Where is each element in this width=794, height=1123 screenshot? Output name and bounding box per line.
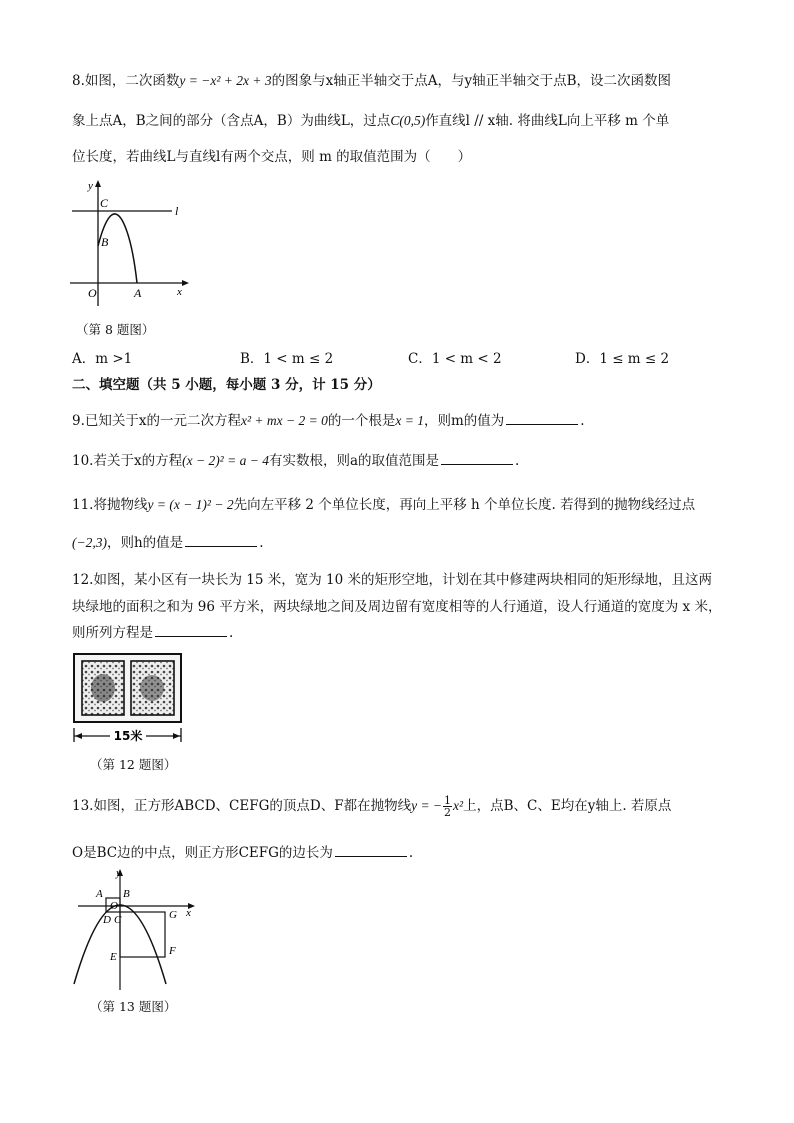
q8-label-a: A	[134, 286, 142, 300]
q13-label-e: E	[110, 951, 117, 963]
q13-caption: （第 13 题图）	[90, 999, 177, 1014]
q8-y-arrow	[95, 180, 101, 187]
q8-label-y: y	[88, 180, 93, 192]
q12-dim-arrow-right	[173, 733, 180, 739]
q8-line-1: 8.如图，二次函数y = −x² + 2x + 3的图象与x轴正半轴交于点A，与y轴正半轴交于点B，设二次函数图	[72, 73, 672, 89]
q13-label-a: A	[96, 888, 103, 900]
section-2-heading: 二、填空题（共 5 小题，每小题 3 分，计 15 分）	[72, 377, 381, 393]
q13-label-y: y	[116, 867, 121, 879]
q9-equation: x² + mx − 2 = 0	[241, 413, 328, 428]
q8-line-3: 位长度，若曲线L与直线l有两个交点，则 m 的取值范围为（ ）	[72, 149, 472, 165]
q13-answer-blank[interactable]	[335, 844, 407, 857]
q13-line-2: O是BC边的中点，则正方形CEFG的边长为 .	[72, 845, 414, 861]
q12-figure	[72, 652, 184, 744]
q8-x-arrow	[182, 280, 189, 286]
q12-plot-blot-right	[140, 675, 164, 701]
q8-label-b: B	[101, 235, 109, 249]
q13-square-cefg	[120, 912, 165, 957]
q8-option-a[interactable]: A．m >1	[72, 351, 133, 367]
q8-option-b[interactable]: B．1 < m ≤ 2	[240, 351, 334, 367]
q10-answer-blank[interactable]	[441, 452, 513, 465]
q13-label-x: x	[186, 907, 191, 919]
q12-dimension-label: 15米	[113, 729, 143, 743]
q11-answer-blank[interactable]	[185, 534, 257, 547]
q9-root: x = 1	[395, 413, 424, 428]
q8-option-c[interactable]: C．1 < m < 2	[408, 351, 502, 367]
q11-equation: y = (x − 1)² − 2	[147, 497, 234, 512]
q8-label-c: C	[100, 196, 109, 210]
q12-answer-blank[interactable]	[155, 624, 227, 637]
q13-figure	[70, 866, 200, 991]
q8-caption: （第 8 题图）	[76, 322, 155, 337]
q12-plot-blot-left	[91, 674, 115, 702]
q8-line-2: 象上点A，B之间的部分（含点A，B）为曲线L，过点C(0,5)作直线l // x轴. 将曲线L向上平移 m 个单	[72, 113, 670, 129]
q8-label-o: O	[88, 286, 97, 300]
q13-line-1: 13.如图，正方形ABCD、CEFG的顶点D、F都在抛物线y = − $\frac{1}{2}$ x²上，点B、C、E均在y轴上. 若原点	[72, 794, 672, 819]
q12-line-2: 块绿地的面积之和为 96 平方米，两块绿地之间及周边留有宽度相等的人行通道，设人行通道的宽度为 x 米，	[72, 599, 722, 615]
q11-point: (−2,3)	[72, 535, 107, 550]
q10-line: 10.若关于x的方程(x − 2)² = a − 4有实数根，则a的取值范围是 .	[72, 453, 520, 469]
q13-label-f: F	[169, 945, 176, 957]
q13-fraction: $\frac{1}{2}$	[444, 794, 452, 819]
q12-line-3: 则所列方程是 .	[72, 625, 234, 641]
q8-label-x: x	[177, 286, 182, 298]
q12-dim-arrow-left	[75, 733, 82, 739]
q12-caption: （第 12 题图）	[90, 757, 177, 772]
q10-equation: (x − 2)² = a − 4	[182, 453, 269, 468]
q8-option-d[interactable]: D．1 ≤ m ≤ 2	[575, 351, 670, 367]
q13-label-g: G	[169, 909, 177, 921]
q9-answer-blank[interactable]	[506, 412, 578, 425]
q13-label-c: C	[114, 914, 122, 926]
q8-equation: y = −x² + 2x + 3	[179, 73, 272, 88]
q8-label-l: l	[175, 204, 179, 218]
q12-line-1: 12.如图，某小区有一块长为 15 米，宽为 10 米的矩形空地，计划在其中修建两块相同的矩形绿地，且这两	[72, 572, 712, 588]
q11-line-2: (−2,3)，则h的值是 .	[72, 535, 264, 551]
q11-line-1: 11.将抛物线y = (x − 1)² − 2先向左平移 2 个单位长度，再向上平移 h 个单位长度. 若得到的抛物线经过点	[72, 497, 696, 513]
q13-label-b: B	[123, 888, 130, 900]
q8-figure	[68, 178, 193, 308]
q13-label-d: D	[103, 914, 111, 926]
q8-point-c: C(0,5)	[390, 113, 426, 128]
q13-label-o: O	[110, 900, 118, 912]
q9-line: 9.已知关于x的一元二次方程x² + mx − 2 = 0的一个根是x = 1，则m的值为 .	[72, 413, 585, 429]
